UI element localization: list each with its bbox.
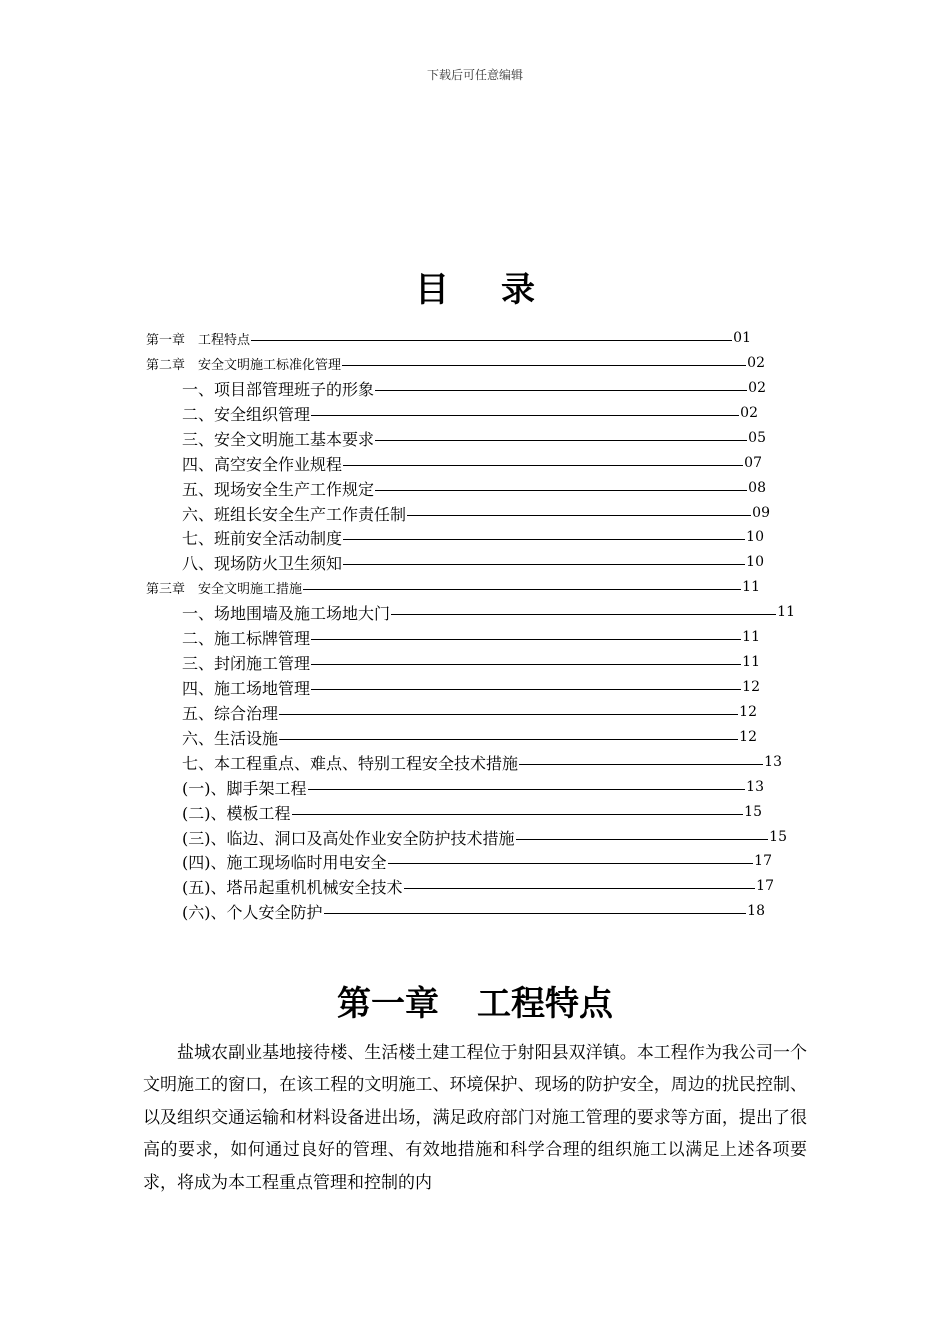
toc-entry[interactable] [182,849,772,873]
toc-entry-page: 15 [769,829,787,845]
toc-entry-page: 08 [748,480,766,496]
toc-leader [342,365,746,366]
toc-entry-label: 五、现场安全生产工作规定 [182,479,375,499]
toc-entry-page: 09 [752,505,770,521]
toc-entry[interactable] [182,750,782,774]
toc-entry[interactable] [182,550,764,574]
table-of-contents [0,326,950,926]
chapter-title-text: 工程特点 [477,984,613,1024]
toc-entry-label: 四、施工场地管理 [182,678,311,698]
toc-leader [391,614,776,615]
toc-entry[interactable] [182,800,762,824]
toc-leader [303,589,741,590]
toc-entry-label: (六)、个人安全防护 [182,902,323,922]
toc-entry-page: 13 [746,779,764,795]
toc-entry[interactable] [182,725,757,749]
toc-entry-page: 01 [733,330,751,346]
toc-leader [519,764,763,765]
toc-entry-label: 一、场地围墙及施工场地大门 [182,603,391,623]
toc-entry-label: (三)、临边、洞口及高处作业安全防护技术措施 [182,828,515,848]
toc-leader [279,739,738,740]
toc-entry[interactable] [182,775,764,799]
toc-entry-label: 第一章 工程特点 [146,332,251,348]
toc-entry-page: 02 [747,355,765,371]
toc-entry[interactable] [182,825,787,849]
toc-entry-page: 10 [746,554,764,570]
toc-leader [343,539,745,540]
toc-leader [388,863,754,864]
toc-entry-label: 五、综合治理 [182,703,279,723]
toc-entry-page: 18 [747,903,765,919]
toc-leader [292,814,744,815]
toc-leader [375,490,747,491]
toc-entry-label: 七、班前安全活动制度 [182,528,343,548]
toc-entry-label: 第二章 安全文明施工标准化管理 [146,357,342,373]
toc-entry-label: 三、封闭施工管理 [182,653,311,673]
toc-entry[interactable] [182,600,795,624]
toc-entry[interactable] [182,376,766,400]
toc-leader [311,415,739,416]
toc-entry[interactable] [182,451,762,475]
toc-leader [308,789,746,790]
download-note: 下载后可任意编辑 [426,68,523,82]
toc-entry-page: 12 [739,729,757,745]
toc-entry-label: 第三章 安全文明施工措施 [146,581,303,597]
toc-entry[interactable] [182,650,760,674]
toc-leader [343,564,745,565]
toc-entry[interactable] [146,351,765,375]
toc-entry[interactable] [182,700,757,724]
toc-leader [324,913,747,914]
toc-entry-page: 13 [764,754,782,770]
chapter-paragraph: 盐城农副业基地接待楼、生活楼土建工程位于射阳县双洋镇。本工程作为我公司一个文明施工的窗口，在该工程的文明施工、环境保护、现场的防护安全，周边的扰民控制、以及组织交通运输和材料设备进出场，满足政府部门对施工管理的要求等方面，提出了很高的要求，如何通过良好的管理、有效地措施和科学合理的组织施工以满足上述各项要求，将成为本工程重点管理和控制的内 [143,1043,807,1193]
toc-entry-label: 六、班组长安全生产工作责任制 [182,504,407,524]
toc-leader [279,714,738,715]
toc-entry-label: 七、本工程重点、难点、特别工程安全技术措施 [182,753,519,773]
toc-entry-page: 02 [740,405,758,421]
toc-entry-page: 17 [756,878,774,894]
toc-entry-page: 11 [742,579,760,595]
toc-entry-page: 12 [739,704,757,720]
toc-entry-page: 11 [777,604,795,620]
toc-leader [311,664,741,665]
toc-leader [251,340,732,341]
toc-entry[interactable] [182,899,765,923]
toc-entry[interactable] [182,625,760,649]
toc-leader [375,390,747,391]
toc-entry-label: (二)、模板工程 [182,803,291,823]
toc-entry-page: 15 [744,804,762,820]
toc-leader [311,689,741,690]
toc-leader [343,465,743,466]
toc-entry-page: 02 [748,380,766,396]
toc-entry-label: (四)、施工现场临时用电安全 [182,852,387,872]
chapter-heading [0,976,950,1025]
toc-entry[interactable] [182,525,764,549]
toc-entry-page: 05 [748,430,766,446]
toc-entry[interactable] [182,401,758,425]
toc-entry-label: 三、安全文明施工基本要求 [182,429,375,449]
toc-leader [311,639,741,640]
toc-entry-label: (五)、塔吊起重机机械安全技术 [182,877,403,897]
toc-entry-label: (一)、脚手架工程 [182,778,307,798]
toc-entry[interactable] [182,426,766,450]
toc-entry-label: 一、项目部管理班子的形象 [182,379,375,399]
toc-entry[interactable] [182,501,770,525]
toc-entry-page: 12 [742,679,760,695]
toc-entry-page: 11 [742,654,760,670]
chapter-number: 第一章 [337,984,439,1024]
toc-entry-label: 二、安全组织管理 [182,404,311,424]
toc-leader [516,839,769,840]
toc-entry[interactable] [146,575,760,599]
toc-leader [375,440,747,441]
toc-entry-page: 17 [754,853,772,869]
toc-entry-label: 八、现场防火卫生须知 [182,553,343,573]
toc-entry[interactable] [182,675,760,699]
toc-entry-label: 二、施工标牌管理 [182,628,311,648]
toc-entry[interactable] [182,476,766,500]
toc-entry-page: 11 [742,629,760,645]
toc-entry-page: 07 [744,455,762,471]
toc-entry[interactable] [182,874,774,898]
toc-leader [407,515,751,516]
toc-entry[interactable] [146,326,751,350]
toc-entry-label: 四、高空安全作业规程 [182,454,343,474]
toc-entry-label: 六、生活设施 [182,728,279,748]
toc-title: 目录 [415,270,587,310]
toc-leader [404,888,756,889]
toc-entry-page: 10 [746,529,764,545]
